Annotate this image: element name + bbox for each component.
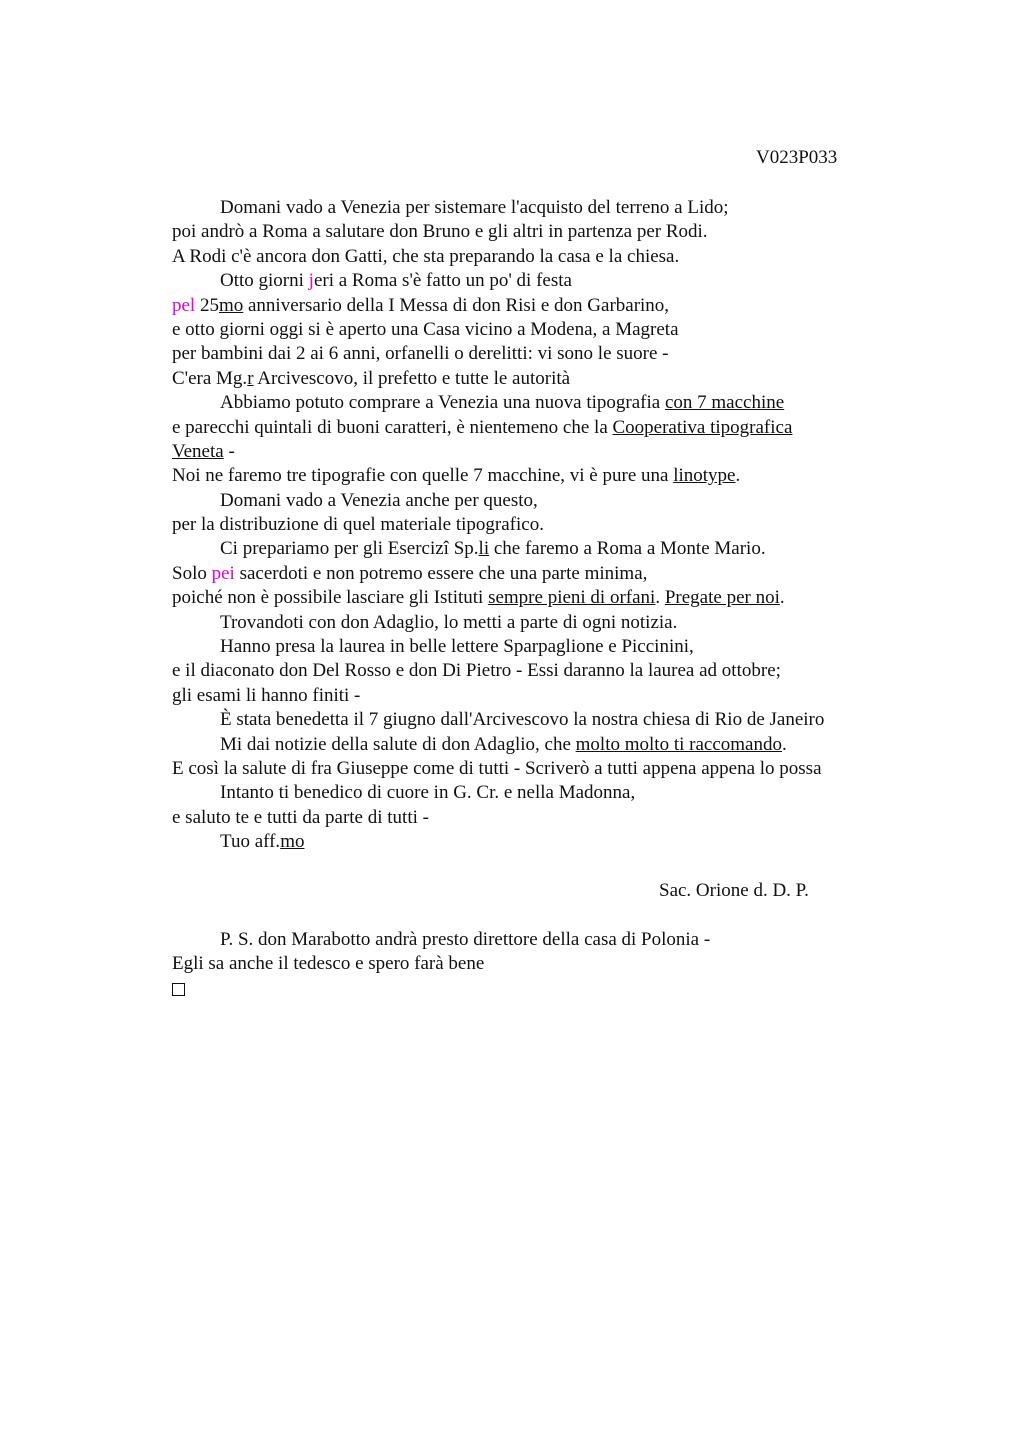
letter-line	[172, 684, 972, 708]
line-text: Tuo aff.	[220, 831, 281, 853]
postscript	[172, 928, 972, 977]
postscript-line	[172, 952, 972, 976]
line-text: Arcivescovo, il prefetto e tutte le autorità	[253, 367, 571, 389]
letter-line	[172, 464, 972, 488]
underlined-text: mo	[280, 831, 305, 853]
letter-line	[172, 440, 972, 464]
underlined-text: mo	[218, 294, 244, 316]
underlined-text: Cooperativa tipografica	[612, 416, 793, 438]
line-text: Noi ne faremo tre tipografie con quelle 7 macchine, vi è pure una	[172, 465, 674, 487]
highlighted-text: j	[308, 270, 314, 292]
letter-line	[172, 733, 972, 757]
postscript-line	[172, 928, 972, 952]
line-text: A Rodi c'è ancora don Gatti, che sta preparando la casa e la chiesa.	[172, 245, 680, 267]
signature: Sac. Orione d. D. P.	[659, 879, 809, 901]
letter-line	[172, 757, 972, 781]
underlined-text: Veneta	[172, 440, 224, 462]
underlined-text: con 7 macchine	[664, 392, 785, 414]
letter-line	[172, 269, 972, 293]
letter-line	[172, 635, 972, 659]
letter-line	[172, 708, 972, 732]
letter-line	[172, 391, 972, 415]
line-text: P. S. don Marabotto andrà presto direttore della casa di Polonia -	[220, 928, 711, 950]
letter-line	[172, 830, 972, 854]
line-text: Trovandoti con don Adaglio, lo metti a parte di ogni notizia.	[220, 611, 678, 633]
underlined-text: sempre pieni di orfani	[488, 587, 656, 609]
letter-line	[172, 220, 972, 244]
line-text: per la distribuzione di quel materiale tipografico.	[172, 514, 544, 536]
line-text: eri a Roma s'è fatto un po' di festa	[313, 270, 572, 292]
line-text: Egli sa anche il tedesco e spero farà bene	[172, 953, 485, 975]
underlined-text: linotype	[673, 465, 736, 487]
line-text: poiché non è possibile lasciare gli Istituti	[172, 587, 489, 609]
underlined-text: Pregate per noi	[664, 587, 780, 609]
letter-line	[172, 318, 972, 342]
line-text: anniversario della I Messa di don Risi e don Garbarino,	[243, 294, 670, 316]
line-text: poi andrò a Roma a salutare don Bruno e gli altri in partenza per Rodi.	[172, 221, 708, 243]
letter-line	[172, 562, 972, 586]
line-text: Intanto ti benedico di cuore in G. Cr. e nella Madonna,	[220, 782, 636, 804]
letter-line	[172, 489, 972, 513]
line-text: È stata benedetta il 7 giugno dall'Arcivescovo la nostra chiesa di Rio de Janeiro	[220, 709, 825, 731]
line-text: 25	[195, 294, 219, 316]
letter-line	[172, 342, 972, 366]
letter-line	[172, 416, 972, 440]
letter-body	[172, 196, 972, 1001]
blank-line	[172, 903, 972, 927]
letter-line	[172, 806, 972, 830]
blank-line	[172, 855, 972, 879]
square-box-icon	[172, 983, 185, 996]
line-text: Solo	[172, 562, 212, 584]
underlined-text: molto molto ti raccomando	[575, 733, 782, 755]
line-text: Domani vado a Venezia anche per questo,	[220, 489, 538, 511]
line-text: che faremo a Roma a Monte Mario.	[489, 538, 766, 560]
letter-line	[172, 513, 972, 537]
line-text: e otto giorni oggi si è aperto una Casa vicino a Modena, a Magreta	[172, 318, 679, 340]
line-text: Domani vado a Venezia per sistemare l'acquisto del terreno a Lido;	[220, 197, 729, 218]
line-text: E così la salute di fra Giuseppe come di tutti - Scriverò a tutti appena appena lo possa	[172, 757, 822, 779]
line-text: Otto giorni	[220, 270, 309, 292]
letter-line	[172, 611, 972, 635]
letter-line	[172, 294, 972, 318]
letter-line	[172, 245, 972, 269]
line-text: gli esami li hanno finiti -	[172, 684, 361, 706]
underlined-text: li	[478, 538, 490, 560]
line-text: Ci prepariamo per gli Esercizi	[220, 538, 449, 560]
line-text: e il diaconato don Del Rosso e don Di Pietro - Essi daranno la laurea ad ottobre;	[172, 660, 781, 682]
letter-line	[172, 781, 972, 805]
line-text: e saluto te e tutti da parte di tutti -	[172, 806, 429, 828]
line-text: Hanno presa la laurea in belle lettere Sparpaglione e Piccinini,	[220, 636, 694, 658]
line-text: .	[735, 465, 741, 487]
letter-line	[172, 367, 972, 391]
letter-line	[172, 586, 972, 610]
page-reference: V023P033	[756, 147, 838, 168]
line-text: sacerdoti e non potremo essere che una parte minima,	[234, 562, 648, 584]
line-text: .	[779, 587, 785, 609]
underlined-text: r	[247, 367, 254, 389]
line-text: Abbiamo potuto comprare a Venezia una nuova tipografia	[220, 392, 665, 414]
line-text: -	[223, 440, 235, 462]
line-text: e parecchi quintali di buoni caratteri, è nientemeno che la	[172, 416, 613, 438]
letter-line	[172, 196, 972, 220]
letter-line	[172, 659, 972, 683]
line-text: .	[781, 733, 787, 755]
highlighted-text: pei	[211, 562, 235, 584]
line-text: .	[655, 587, 665, 609]
line-text: Mi dai notizie della salute di don Adaglio, che	[220, 733, 576, 755]
letter-lines	[172, 196, 972, 855]
line-text: Sp.	[448, 538, 479, 560]
letter-line	[172, 537, 972, 561]
line-text: C'era Mg.	[172, 367, 248, 389]
end-marker	[172, 977, 972, 1001]
highlighted-text: pel	[172, 294, 196, 316]
line-text: per bambini dai 2 ai 6 anni, orfanelli o derelitti: vi sono le suore -	[172, 343, 669, 365]
